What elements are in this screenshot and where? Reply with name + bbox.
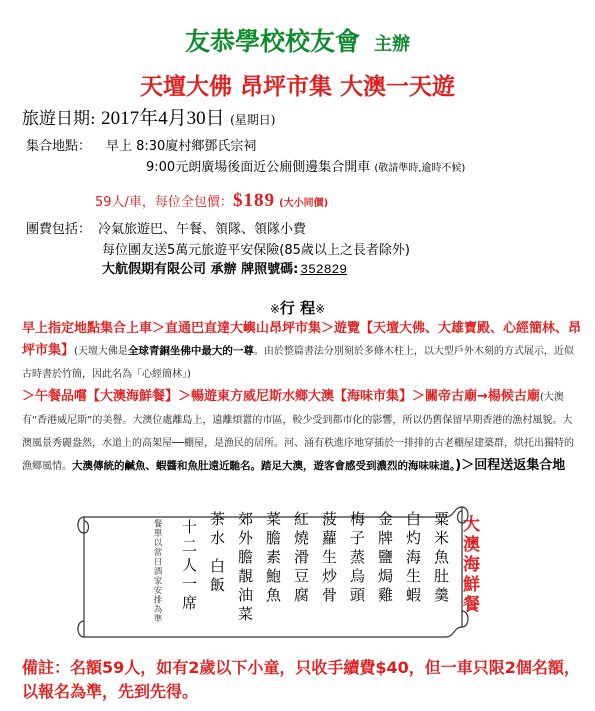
meet-label: 集合地點： [26,139,92,154]
meet-line1: 早上 8:30廈村鄉鄧氏宗祠 [106,139,257,154]
meet-note: (敬請準時,逾時不候) [374,163,466,174]
includes-line1: 冷氣旅遊巴、午餐、領隊、領隊小費 [98,222,307,237]
menu-col-2: 郊外膽靚油菜 [236,511,254,625]
weekday: (星期日) [230,113,276,127]
agency-role: 承辦 [210,262,237,277]
menu-col-4: 紅燒滑豆腐 [292,511,310,606]
itinerary-part1-note-bold: 全球青銅坐佛中最大的一尊 [127,345,254,357]
fee-text: 59人/車，每位全包價： [95,195,233,210]
license-label: 牌照號碼: [241,262,299,277]
menu-col-3: 菜膽素鮑魚 [264,511,282,606]
menu-note: 餐單以當日酒家安排為準 [152,519,162,624]
itinerary-part1 [22,318,582,386]
agency-line [102,258,347,277]
schedule-mark-left: ※ [269,302,280,316]
itinerary [22,318,582,478]
schedule-title: 行 程 [279,299,316,317]
itinerary-part1-note-b: 。由於整篇書法分別刻於多條木柱上，以大型戶外木刻的方式展示，近似古時書於竹簡，因此名為「心經簡林」) [22,346,574,380]
fee-line [95,190,328,212]
meet-line2: 9:00元朗廣場後面近公廁側邊集合開車 [146,160,371,175]
menu-scroll [70,503,515,643]
menu-col-5: 菠蘿生炒骨 [320,511,338,606]
menu-col-9: 粟米魚肚羹 [432,511,450,606]
fee-price: $189 [232,190,275,211]
itinerary-part2-note: (大澳有“香港威尼斯”的美譽。大澳位處離島上，遠離煩囂的市區，較少受到都市化的影響，所以仍舊保留早期香港的漁村風貌。大澳風景秀麗盎然，水道上的高架屋──棚屋，是漁民的居所。河、涌有秩進序地穿插於一排排的古老棚屋建築群，烘托出獨特的漁鄉風情。 [22,392,575,472]
includes-label: 團費包括： [26,222,92,237]
trip-date-line [22,103,275,130]
itinerary-part2-end: )＞回程送返集合地 [455,458,566,473]
itinerary-part2-route: ＞午餐品嚐【大澳海鮮餐】＞暢遊東方威尼斯水鄉大澳【海味市集】＞關帝古廟→楊候古廟 [22,389,540,404]
remark: 備註：名額59人，如有2歲以下小童，只收手續費$40，但一車只限2個名額，以報名為準，先到先得。 [22,658,580,701]
host-label: 主辦 [374,34,410,55]
date-value: 2017年4月30日 [101,108,225,129]
itinerary-part2-note-bold: 大澳傳統的鹹魚、蝦醬和魚肚遠近馳名。踏足大澳，遊客會感受到濃烈的海味味道。 [72,460,456,472]
includes-line2: 每位團友送5萬元旅遊平安保險(85歲以上之長者除外) [102,243,410,258]
itinerary-part1-note-a: (天壇大佛是 [74,346,128,357]
menu-col-0: 十二人一席 [180,519,198,614]
organizer-name: 友恭學校校友會 [184,27,360,56]
schedule-heading [0,297,595,318]
fee-note: (大小同價) [279,198,329,209]
menu-col-6: 梅子蒸烏頭 [348,511,366,606]
trip-title: 天壇大佛 昂坪市集 大澳一天遊 [139,74,455,100]
menu-col-1: 茶水 白飯 [208,511,226,596]
itinerary-part2 [22,386,582,478]
meet-line2-row [146,156,465,175]
license-number: 352829 [300,262,348,277]
menu-col-8: 白灼海生蝦 [404,511,422,606]
itinerary-part1-route: 早上指定地點集合上車＞直通巴直達大嶼山昂坪市集＞遊覽【天壇大佛、大雄寶殿、心經簡林、昂坪市集】 [22,321,582,358]
menu-feast-title: 大澳海鮮餐 [459,515,479,615]
date-label: 旅遊日期: [22,109,96,129]
agency-name: 大航假期有限公司 [102,262,207,277]
organizer-heading [0,22,595,58]
schedule-mark-right: ※ [315,302,326,316]
menu-col-7: 金牌鹽焗雞 [376,511,394,606]
